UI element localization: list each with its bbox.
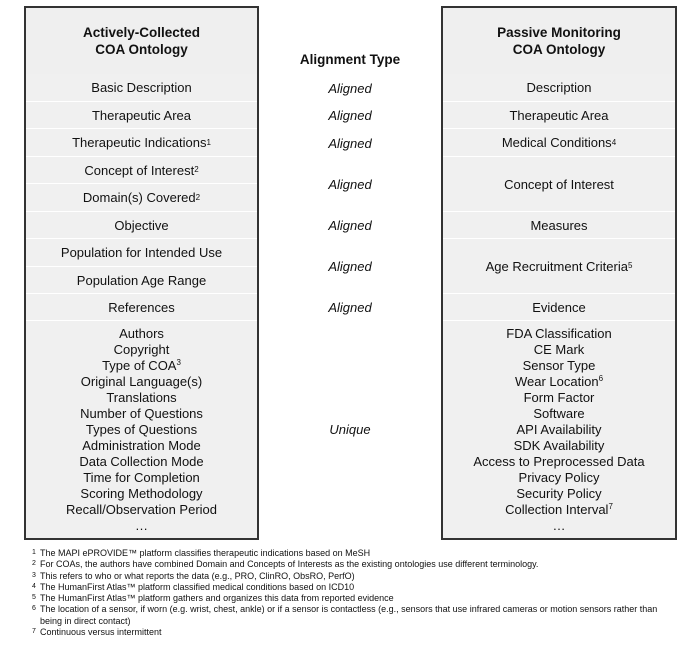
list-item: Software xyxy=(533,405,585,421)
right-row-measures xyxy=(443,212,675,239)
list-item: … xyxy=(135,517,148,533)
list-item: CE Mark xyxy=(533,341,585,357)
list-item: Data Collection Mode xyxy=(79,453,204,469)
left-row-population-age-range xyxy=(26,267,257,294)
left-header-line2: COA Ontology xyxy=(95,42,188,57)
list-item: Copyright xyxy=(113,341,170,357)
right-row-concept-of-interest xyxy=(443,157,675,212)
list-item: Translations xyxy=(106,389,177,405)
right-row-label: Medical Conditions xyxy=(501,135,612,150)
passive-monitoring-ontology-column xyxy=(441,6,677,540)
alignment-population-age: Aligned xyxy=(328,259,372,274)
left-row-basic-description xyxy=(26,74,257,102)
right-row-age-recruitment-criteria: Age Recruitment Criteria 5 xyxy=(443,239,675,294)
left-row-therapeutic-indications: Therapeutic Indications 1 xyxy=(26,129,257,157)
right-row-medical-conditions: Medical Conditions 4 xyxy=(443,129,675,157)
alignment-references: Aligned xyxy=(328,300,372,315)
alignment-type-header: Alignment Type xyxy=(299,51,401,67)
left-row-label: Basic Description xyxy=(91,80,192,95)
list-item: Authors xyxy=(119,325,164,341)
left-row-references xyxy=(26,294,257,321)
left-row-domains-covered: Domain(s) Covered 2 xyxy=(26,184,257,212)
footnote-4: 4 The HumanFirst Atlas™ platform classified medical conditions based on ICD10 xyxy=(32,581,355,592)
left-row-concept-of-interest: Concept of Interest 2 xyxy=(26,157,257,184)
actively-collected-ontology-column xyxy=(24,6,259,540)
left-row-label: Therapeutic Indications xyxy=(72,135,207,150)
list-item: Access to Preprocessed Data xyxy=(473,453,645,469)
list-item: Sensor Type xyxy=(522,357,596,373)
list-item: Number of Questions xyxy=(80,405,203,421)
list-item: Recall/Observation Period xyxy=(65,501,218,517)
left-row-label: Population for Intended Use xyxy=(60,245,223,260)
list-item: Privacy Policy xyxy=(518,469,600,485)
footnote-1: 1 The MAPI ePROVIDE™ platform classifies therapeutic indications based on MeSH xyxy=(32,548,371,558)
footnote-7: 7 Continuous versus intermittent xyxy=(32,627,162,638)
list-item: Type of COA$^3$ xyxy=(102,357,181,373)
list-item: Security Policy xyxy=(516,485,602,501)
alignment-concept-of-interest: Aligned xyxy=(328,177,372,192)
list-item: Collection Interval$^7$ xyxy=(505,501,613,517)
left-row-objective xyxy=(26,212,257,239)
list-item: Form Factor xyxy=(523,389,595,405)
right-row-evidence xyxy=(443,294,675,321)
list-item: Administration Mode xyxy=(82,437,201,453)
left-column-header xyxy=(26,8,257,76)
left-row-label: Objective xyxy=(114,217,169,233)
alignment-therapeutic-indications: Aligned xyxy=(328,135,372,151)
right-row-label: Description xyxy=(526,80,592,95)
right-header-line1: Passive Monitoring xyxy=(497,25,621,40)
alignment-basic-description: Aligned xyxy=(328,80,372,96)
right-column-header xyxy=(443,8,675,76)
right-row-therapeutic-area xyxy=(443,102,675,129)
right-row-label: Concept of Interest xyxy=(504,176,614,192)
alignment-therapeutic-area: Aligned xyxy=(328,108,372,123)
list-item: FDA Classification xyxy=(506,325,612,341)
right-row-label: Evidence xyxy=(532,299,586,315)
right-row-description xyxy=(443,74,675,102)
right-row-label: Measures xyxy=(530,217,588,233)
left-row-therapeutic-area xyxy=(26,102,257,129)
left-row-label: References xyxy=(108,299,175,315)
list-item: API Availability xyxy=(516,421,602,437)
footnote-3: 3 This refers to who or what reports the data (e.g., PRO, ClinRO, ObsRO, PerfO) xyxy=(32,570,355,581)
left-header-line1: Actively-Collected xyxy=(82,25,201,40)
right-row-label: Therapeutic Area xyxy=(509,107,609,123)
list-item: Types of Questions xyxy=(85,421,198,437)
footnote-2: 2 For COAs, the authors have combined Domain and Concepts of Interests as the existing ontologies use different terminology. xyxy=(32,559,539,570)
left-row-label: Population Age Range xyxy=(76,272,207,288)
list-item: SDK Availability xyxy=(513,437,605,453)
right-header-line2: COA Ontology xyxy=(512,42,606,57)
list-item: Wear Location$^6$ xyxy=(514,373,604,389)
list-item: Original Language(s) xyxy=(80,373,203,389)
footnote-5: 5 The HumanFirst Atlas™ platform gathers and organizes this data from reported evidence xyxy=(32,593,394,604)
left-row-label: Concept of Interest xyxy=(84,162,195,178)
right-unique-items xyxy=(443,321,675,538)
right-row-label: Age Recruitment Criteria xyxy=(485,258,628,274)
footnote-6: 6 The location of a sensor, if worn (e.g. wrist, chest, ankle) or if a sensor is contactless (e.g., sensors that use infrared cameras or motion sensors rather than being in direct contact) xyxy=(32,604,658,626)
list-item: … xyxy=(552,517,566,533)
list-item: Scoring Methodology xyxy=(80,485,203,501)
footnotes xyxy=(32,548,672,638)
left-row-label: Therapeutic Area xyxy=(91,107,191,123)
alignment-objective: Aligned xyxy=(328,218,372,233)
list-item: Time for Completion xyxy=(83,469,200,485)
left-row-population-intended-use xyxy=(26,239,257,267)
alignment-unique: Unique xyxy=(329,422,371,437)
left-row-label: Domain(s) Covered xyxy=(82,190,196,205)
left-unique-items xyxy=(26,321,257,538)
